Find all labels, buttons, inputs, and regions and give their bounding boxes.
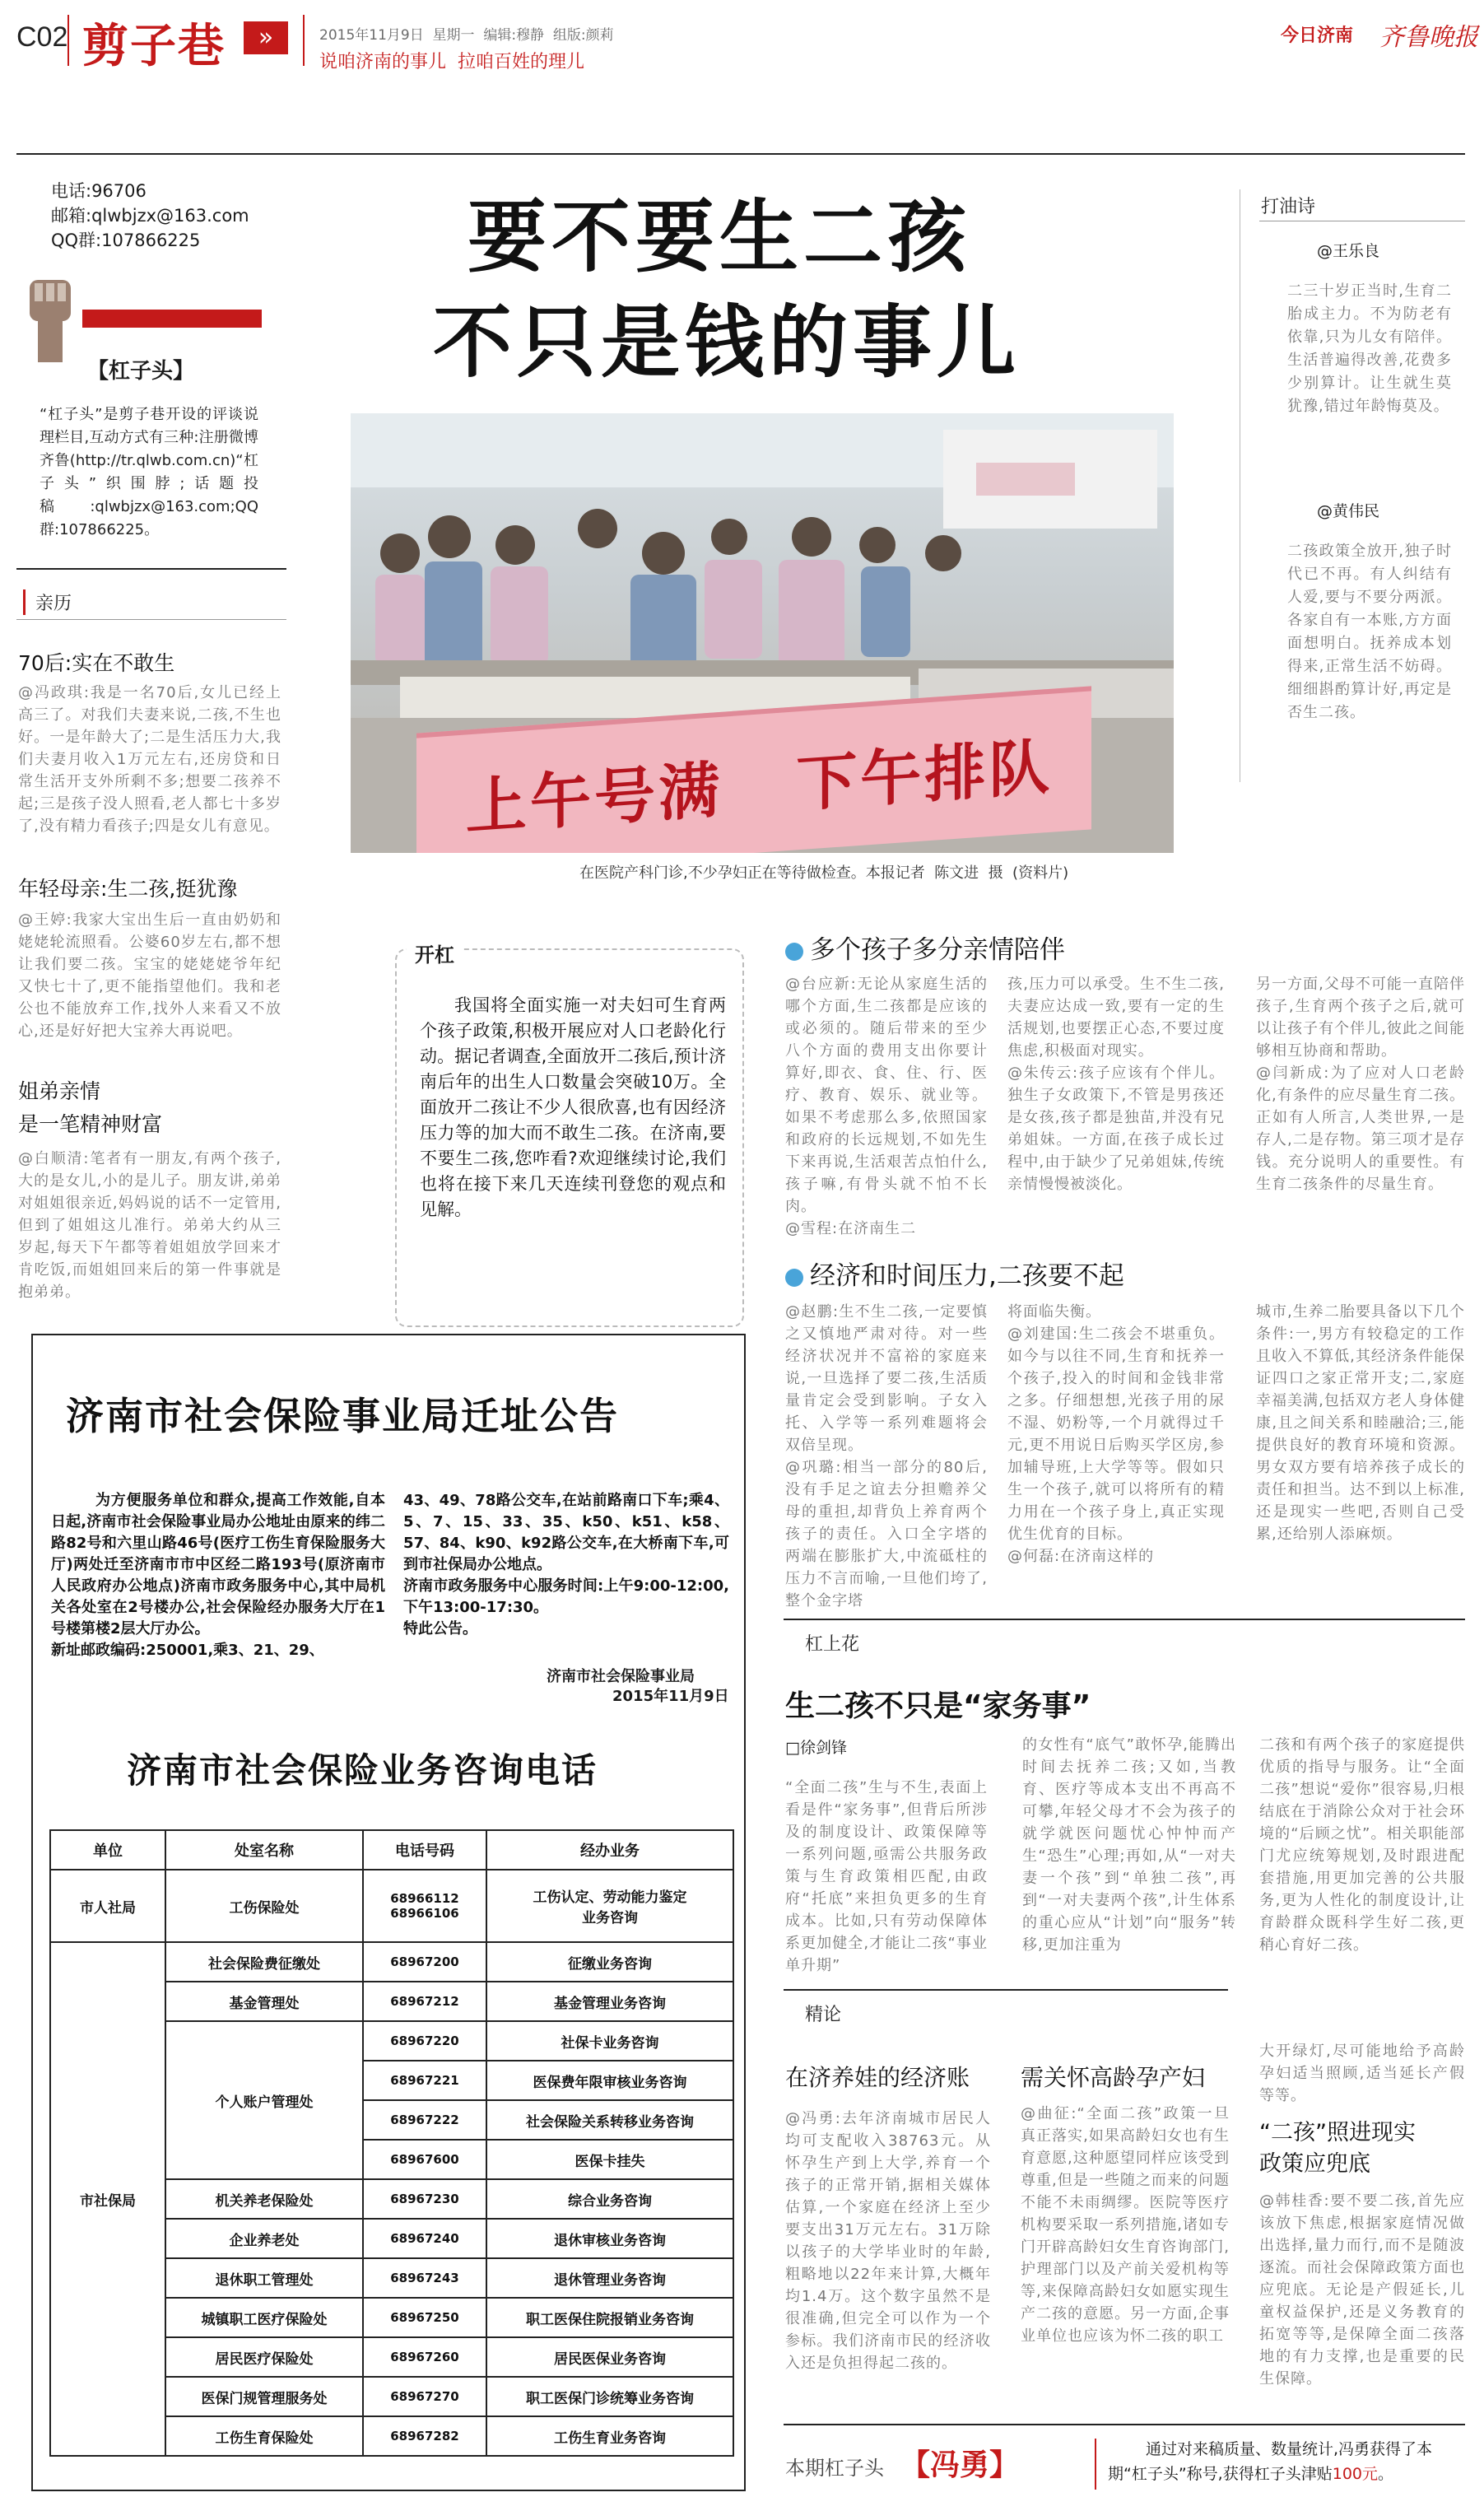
th-biz: 经办业务 xyxy=(486,1830,733,1870)
biz-cell: 退休管理业务咨询 xyxy=(486,2258,733,2298)
today-jinan-label: 今日济南 xyxy=(1281,26,1354,46)
left-sec1-body: @冯政琪:我是一名70后,女儿已经上高三了。对我们夫妻来说,二孩,不生也好。一是年龄大了;二是生活压力大,我们夫妻月收入1万元左右,还房贷和日常生活开支外所剩不多;想要二孩养不起;三是孩子没人照看,老人都七十多岁了,没有精力看孩子;四是女儿有意见。 xyxy=(18,684,281,835)
biz-cell: 医保费年限审核业务咨询 xyxy=(486,2061,733,2100)
jinglun-a-body: @冯勇:去年济南城市居民人均可支配收入38763元。从怀孕生产到上大学,养育一个孩子的正常开销,据相关媒体估算,一个家庭在经济上至少要支出31万元左右。31万除以孩子的大学毕业时的年龄,粗略地以22年来计算,大概年均1.4万。这个数字虽然不是很准确,但完全可以作为一个参标。我们济南市民的经济收入还是负担得起二孩的。 xyxy=(785,2110,991,2372)
left-rule-1 xyxy=(16,568,286,570)
notice-signer: 济南市社会保险事业局 xyxy=(547,1668,695,1685)
page-header xyxy=(0,0,1484,79)
mid-sec3-title: 生二孩不只是“家务事” xyxy=(785,1689,1091,1723)
queue-sign-text: 上午号满 下午排队 xyxy=(466,731,1054,844)
tel-cell: 68967221 xyxy=(363,2061,486,2100)
left-sec3-title: 姐弟亲情 xyxy=(18,1079,101,1103)
contact-phone: 电话:96706 xyxy=(51,181,147,201)
tel-cell: 68967220 xyxy=(363,2021,486,2061)
blue-dot-icon xyxy=(785,943,803,961)
left-rule-2 xyxy=(16,619,286,620)
tag-jinglun: 精论 xyxy=(805,2005,842,2025)
gangzitou-intro: “杠子头”是剪子巷开设的评谈说理栏目,互动方式有三种:注册微博齐鲁(http://tr.qlwb.com.cn)“杠子头”织围脖;话题投稿:qlwbjzx@163.com;QQ群:107866225。 xyxy=(40,406,258,538)
left-sec3-body: @白顺清:笔者有一朋友,有两个孩子,大的是女儿,小的是儿子。朋友讲,弟弟对姐姐很亲近,妈妈说的话不一定管用,但到了姐姐这儿准行。弟弟大约从三岁起,每天下午都等着姐姐放学回来才肯吃饭,而姐姐回来后的第一件事就是抱弟弟。 xyxy=(18,1150,281,1301)
contact-email: 邮箱:qlwbjzx@163.com xyxy=(51,206,249,226)
mid-sec1-col3: 另一方面,父母不可能一直陪伴孩子,生育两个孩子之后,就可以让孩子有个伴儿,彼此之间能够相互协商和帮助。 @闫新成:为了应对人口老龄化,有条件的应尽量生育二孩。正如有人所言,人类世界,一是存人,二是存物。第三项才是存钱。充分说明人的重要性。有生育二孩条件的尽量生育。 xyxy=(1256,976,1465,1193)
biz-cell: 职工医保住院报销业务咨询 xyxy=(486,2298,733,2337)
tel-cell: 68967222 xyxy=(363,2100,486,2140)
biz-cell: 基金管理业务咨询 xyxy=(486,1982,733,2021)
footer-amount: 100元 xyxy=(1332,2465,1378,2483)
jinglun-a-title: 在济养娃的经济账 xyxy=(785,2064,970,2091)
biz-cell: 社会保险关系转移业务咨询 xyxy=(486,2100,733,2140)
biz-cell: 工伤生育业务咨询 xyxy=(486,2416,733,2456)
table-header-row xyxy=(50,1830,733,1870)
tel-cell: 68967243 xyxy=(363,2258,486,2298)
unit-cell: 市社保局 xyxy=(50,1942,165,2456)
dept-cell: 基金管理处 xyxy=(165,1982,363,2021)
dept-cell: 居民医疗保险处 xyxy=(165,2337,363,2377)
mid-sec3-col2: 的女性有“底气”敢怀孕,能腾出时间去抚养二孩;又如,当教育、医疗等成本支出不再高不可攀,年轻父母才不会为孩子的就学就医问题忧心忡忡而产生“恐生”心理;再如,从“一对夫妻一个孩”到“单独二孩”,再到“一对夫妻两个孩”,计生体系的重心应从“计划”向“服务”转移,更加注重为 xyxy=(1022,1736,1236,1954)
dept-cell: 退休职工管理处 xyxy=(165,2258,363,2298)
table-row xyxy=(50,1870,733,1942)
dept-cell: 企业养老处 xyxy=(165,2219,363,2258)
tel-cell: 68967240 xyxy=(363,2219,486,2258)
left-sec2-body: @王婷:我家大宝出生后一直由奶奶和姥姥轮流照看。公婆60岁左右,都不想让我们要二孩。宝宝的姥姥姥爷年纪又快七十了,更不能指望他们。我和老公也不能放弃工作,找外人来看又不放心,还是好好把大宝养大再说吧。 xyxy=(18,911,281,1040)
left-sec2-title: 年轻母亲:生二孩,挺犹豫 xyxy=(18,877,238,901)
footer-note-b-line xyxy=(1108,2462,1393,2484)
red-bar xyxy=(82,310,262,328)
tel-cell: 68966112 68966106 xyxy=(363,1870,486,1942)
tel-cell: 68967282 xyxy=(363,2416,486,2456)
tel-cell: 68967200 xyxy=(363,1942,486,1982)
poem2-author: @黄伟民 xyxy=(1317,502,1380,520)
mid-sec2-col1: @赵鹏:生不生二孩,一定要慎之又慎地严肃对待。对一些经济状况并不富裕的家庭来说,一旦选择了要二孩,生活质量肯定会受到影响。子女入托、入学等一系列难题将会双倍呈现。 @巩璐:相当一部分的80后,没有手足之谊去分担赡养父母的重担,却背负上养育两个孩子的责任。入口全字塔的两端在膨胀扩大,中流砥柱的压力不言而喻,一旦他们垮了,整个金字塔 xyxy=(785,1303,988,1610)
date-line: 2015年11月9日 星期一 编辑:穆静 组版:颜莉 xyxy=(319,27,614,44)
poem2-body: 二孩政策全放开,独子时代已不再。有人纠结有人爱,要与不要分两派。各家自有一本账,方方面面想明白。抚养成本划得来,正常生活不妨碍。细细斟酌算计好,再定是否生二孩。 xyxy=(1287,543,1452,721)
dept-cell: 医保门规管理服务处 xyxy=(165,2377,363,2416)
double-chevron-icon: » xyxy=(244,21,288,54)
biz-cell: 工伤认定、劳动能力鉴定 业务咨询 xyxy=(486,1870,733,1942)
gangzitou-title: 【杠子头】 xyxy=(87,359,195,384)
dept-cell: 工伤生育保险处 xyxy=(165,2416,363,2456)
jinglun-c-subtitle: 政策应兜底 xyxy=(1259,2151,1370,2177)
mid-sec3-col1: “全面二孩”生与不生,表面上看是件“家务事”,但背后所涉及的制度设计、政策保障等一系列问题,亟需公共服务政策与生育政策相匹配,由政府“托底”来担负更多的生育成本。比如,只有劳动保障体系更加健全,才能让二孩“事业单升期” xyxy=(785,1779,988,1974)
footer-note-a: 通过对来稿质量、数量统计,冯勇获得了本 xyxy=(1146,2440,1433,2458)
mid-sec2-col2: 将面临失衡。 @刘建国:生二孩会不堪重负。如今与以往不同,生育和抚养一个孩子,投入的时间和金钱非常之多。仔细想想,光孩子用的尿不湿、奶粉等,一个月就得过千元,更不用说日后购买学区房,参加辅导班,上大学等等。假如只生一个孩子,就可以将所有的精力用在一个孩子身上,真正实现优生优育的目标。 @何磊:在济南这样的 xyxy=(1007,1303,1225,1565)
mid-sec3-author: □徐剑锋 xyxy=(785,1739,847,1757)
biz-cell: 综合业务咨询 xyxy=(486,2179,733,2219)
mid-sec1-col1: @台应新:无论从家庭生活的哪个方面,生二孩都是应该的或必须的。随后带来的至少八个方面的费用支出你要计算好,即衣、食、住、行、医疗、教育、娱乐、就业等。如果不考虑那么多,依照国家和政府的长远规划,不如先生下来再说,生活艰苦点怕什么,孩子嘛,有骨头就不怕不长肉。 @雪程:在济南生二 xyxy=(785,976,988,1237)
photo-caption: 在医院产科门诊,不少孕妇正在等待做检查。本报记者 陈文进 摄 (资料片) xyxy=(579,864,1069,882)
mid-sec1-title xyxy=(785,929,1065,966)
page-number: C02 xyxy=(16,21,68,53)
header-slogan: 说咱济南的事儿 拉咱百姓的理儿 xyxy=(319,52,584,72)
mid-sec2-title-text: 经济和时间压力,二孩要不起 xyxy=(810,1261,1124,1291)
biz-cell: 居民医保业务咨询 xyxy=(486,2337,733,2377)
tag-qinli: 亲历 xyxy=(23,589,72,615)
poem1-body: 二三十岁正当时,生育二胎成主力。不为防老有依靠,只为儿女有陪伴。生活普遍得改善,花费多少别算计。让生就生莫犹豫,错过年龄悔莫及。 xyxy=(1287,282,1452,415)
biz-cell: 社保卡业务咨询 xyxy=(486,2021,733,2061)
fist-icon xyxy=(18,272,84,362)
footer-name: 【冯勇】 xyxy=(900,2448,1020,2482)
tel-cell: 68967270 xyxy=(363,2377,486,2416)
tag-dayoushi: 打油诗 xyxy=(1261,197,1316,217)
phonebook-table xyxy=(49,1829,734,2457)
kaigang-tag: 开杠 xyxy=(407,939,463,967)
dept-cell: 城镇职工医疗保险处 xyxy=(165,2298,363,2337)
left-sec3-subtitle: 是一笔精神财富 xyxy=(18,1112,163,1136)
dept-cell: 机关养老保险处 xyxy=(165,2179,363,2219)
poem1-author: @王乐良 xyxy=(1317,242,1380,260)
header-divider xyxy=(67,15,69,66)
notice-date: 2015年11月9日 xyxy=(612,1688,729,1705)
notice-body-right: 43、49、78路公交车,在站前路南口下车;乘4、5、7、15、33、35、k50、k51、k58、57、84、k90、k92路公交车,在大桥南下车,可到市社保局办公地点。 济南市政务服务中心服务时间:上午9:00-12:00,下午13:00-17:30。 特此公告。 xyxy=(403,1492,729,1638)
biz-cell: 征缴业务咨询 xyxy=(486,1942,733,1982)
tel-cell: 68967212 xyxy=(363,1982,486,2021)
header-vline xyxy=(303,15,305,66)
th-tel: 电话号码 xyxy=(363,1830,486,1870)
headline-line1: 要不要生二孩 xyxy=(468,191,971,283)
mid-sec2-col3: 城市,生养二胎要具备以下几个条件:一,男方有较稳定的工作且收入不算低,其经济条件能保证四口之家正常开支;二,家庭幸福美满,包括双方老人身体健康,且之间关系和睦融洽;三,能提供良好的教育环境和资源。男女双方要有培养孩子成长的责任和担当。达不到以上标准,还是现实一些吧,否则自己受累,还给别人添麻烦。 xyxy=(1256,1303,1465,1543)
left-sec1-title: 70后:实在不敢生 xyxy=(18,651,175,675)
contact-qq: QQ群:107866225 xyxy=(51,231,201,250)
notice-body-left: 为方便服务单位和群众,提高工作效能,自本日起,济南市社会保险事业局办公地址由原来的纬二路82号和六里山路46号(医疗工伤生育保险服务大厅)两处迁至济南市市中区经二路193号(原济南市人民政府办公地点)济南市政务服务中心,其中局机关各处室在2号楼办公,社会保险经办服务大厅在1号楼第楼2层大厅办公。 新址邮政编码:250001,乘3、21、29、 xyxy=(51,1492,385,1659)
tag-gangshanghua: 杠上花 xyxy=(805,1634,860,1655)
blue-dot-icon xyxy=(785,1269,803,1287)
mid-sec2-title xyxy=(785,1255,1124,1292)
paper-logo: 齐鲁晚报 xyxy=(1379,23,1478,52)
headline-line2: 不只是钱的事儿 xyxy=(433,296,1021,389)
mid-rule-2 xyxy=(784,1989,1228,1991)
hospital-photo xyxy=(351,413,1174,853)
biz-cell: 职工医保门诊统筹业务咨询 xyxy=(486,2377,733,2416)
th-dept: 处室名称 xyxy=(165,1830,363,1870)
mid-rule-1 xyxy=(784,1619,1465,1620)
footer-rule xyxy=(784,2424,1465,2425)
phonebook-title: 济南市社会保险业务咨询电话 xyxy=(127,1750,598,1791)
footer-label: 本期杠子头 xyxy=(785,2457,884,2480)
dept-cell: 社会保险费征缴处 xyxy=(165,1942,363,1982)
tel-cell: 68967600 xyxy=(363,2140,486,2179)
mid-sec1-title-text: 多个孩子多分亲情陪伴 xyxy=(810,935,1065,965)
biz-cell: 医保卡挂失 xyxy=(486,2140,733,2179)
tel-cell: 68967250 xyxy=(363,2298,486,2337)
tel-cell: 68967260 xyxy=(363,2337,486,2377)
jinglun-c-title: “二孩”照进现实 xyxy=(1259,2120,1416,2145)
dept-cell: 工伤保险处 xyxy=(165,1870,363,1942)
tel-cell: 68967230 xyxy=(363,2179,486,2219)
jinglun-c-pre: 大开绿灯,尽可能地给予高龄孕妇适当照顾,适当延长产假等等。 xyxy=(1259,2043,1465,2104)
jinglun-b-title: 需关怀高龄孕产妇 xyxy=(1021,2064,1206,2091)
footer-end: 。 xyxy=(1378,2465,1394,2483)
unit-cell: 市人社局 xyxy=(50,1870,165,1942)
biz-cell: 退休审核业务咨询 xyxy=(486,2219,733,2258)
footer-vline xyxy=(1095,2439,1096,2490)
jinglun-c-body: @韩桂香:要不要二孩,首先应该放下焦虑,根据家庭情况做出选择,量力而行,而不是随波逐流。而社会保障政策方面也应兜底。无论是产假延长,儿童权益保护,还是义务教育的拓宽等等,是保障全面二孩落地的有力支撑,也是重要的民生保障。 xyxy=(1259,2192,1465,2388)
header-rule xyxy=(16,153,1465,155)
table-row xyxy=(50,1942,733,1982)
jinglun-b-body: @曲征:“全面二孩”政策一旦真正落实,如果高龄妇女也有生育意愿,这种愿望同样应该受到尊重,但是一些随之而来的问题不能不未雨绸缪。医院等医疗机构要采取一系列措施,诸如专门开辟高龄妇女生育咨询部门,护理部门以及产前关爱机构等等,来保障高龄妇女如愿实现生产二孩的意愿。另一方面,企事业单位也应该为怀二孩的职工 xyxy=(1021,2105,1230,2345)
mid-sec3-col3: 二孩和有两个孩子的家庭提供优质的指导与服务。让“全面二孩”想说“爱你”很容易,归根结底在于消除公众对于社会环境的“后顾之忧”。相关职能部门尤应统筹规划,及时跟进配套措施,用更加完善的公共服务,更为人性化的制度设计,让育龄群众既科学生好二孩,更稍心育好二孩。 xyxy=(1259,1736,1465,1954)
kaigang-body: 我国将全面实施一对夫妇可生育两个孩子政策,积极开展应对人口老龄化行动。据记者调查,全面放开二孩后,预计济南后年的出生人口数量会突破10万。全面放开二孩让不少人很欣喜,也有因经济压力等的加大而不敢生二孩。在济南,要不要生二孩,您咋看?欢迎继续讨论,我们也将在接下来几天连续刊登您的观点和见解。 xyxy=(420,995,726,1219)
dept-cell: 个人账户管理处 xyxy=(165,2021,363,2179)
footer-note-b: 期“杠子头”称号,获得杠子头津贴 xyxy=(1108,2465,1333,2483)
mid-sec1-col2: 孩,压力可以承受。生不生二孩,夫妻应达成一致,要有一定的生活规划,也要摆正心态,不要过度焦虑,积极面对现实。 @朱传云:孩子应该有个伴儿。独生子女政策下,不管是男孩还是女孩,孩子都是独苗,并没有兄弟姐妹。一方面,在孩子成长过程中,由于缺少了兄弟姐妹,传统亲情慢慢被淡化。 xyxy=(1007,976,1225,1193)
notice-title: 济南市社会保险事业局迁址公告 xyxy=(66,1394,619,1438)
section-title: 剪子巷 xyxy=(82,20,226,73)
th-unit: 单位 xyxy=(50,1830,165,1870)
